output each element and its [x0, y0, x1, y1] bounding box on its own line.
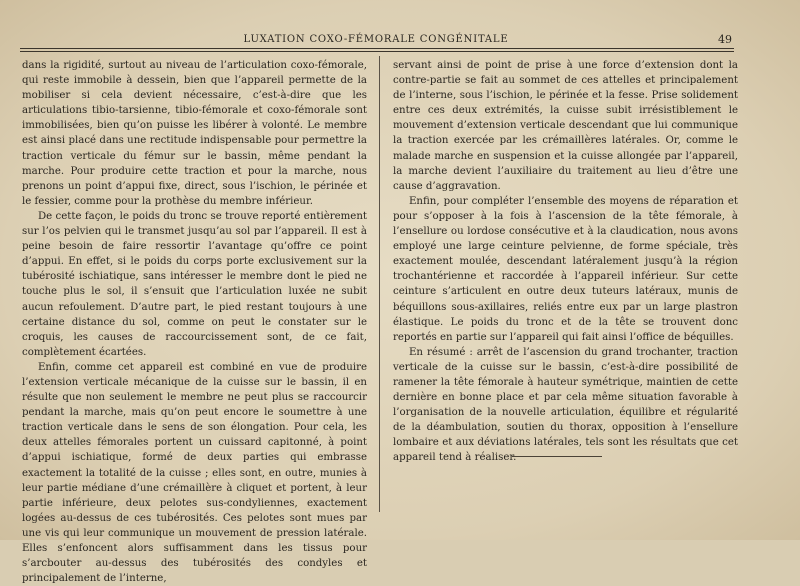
column-divider	[379, 56, 380, 512]
running-title: LUXATION COXO-FÉMORALE CONGÉNITALE	[243, 34, 509, 45]
paragraph: Enfin, pour compléter l’ensemble des moyens de réparation et pour s’opposer à la fois à l’ascension de la tête fémorale, à l’ensellure ou lordose consécutive et à la claudication, nous avons employé une large ceinture pelvienne, de forme spéciale, très exactement moulée, descendant latéralement jusqu’à la région trochantérienne et raccordée à l’appareil inférieur. Sur cette ceinture s’articulent en outre deux tuteurs latéraux, munis de béquillons sous-axillaires, reliés entre eux par un large plastron élastique. Le poids du tronc et de la tête se trouvent donc reportés en partie sur l’appareil qui fait ainsi l’office de béquilles.	[393, 195, 738, 343]
paragraph: Enfin, comme cet appareil est combiné en vue de produire l’extension verticale mécanique de la cuisse sur le bassin, il en résulte que non seulement le membre ne peut plus se raccourcir pendant la marche, mais qu’on peut encore le soumettre à une traction verticale dans le sens de son élongation. Pour cela, les deux attelles fémorales portent un cuissard capitonné, à point d’appui ischiatique, formé de deux parties qui embrasse exactement la totalité de la cuisse ; elles sont, en outre, munies à leur partie médiane d’une crémaillère à cliquet et portent, à leur partie inférieure, deux pelotes sus-condyliennes, exactement logées au-dessus de ces tubérosités. Ces pelotes sont mues par une vis qui leur communique un mouvement de pression latérale. Elles s’enfoncent alors suffisamment dans les tissus pour s’arcbouter au-dessus des tubérosités des condyles et principalement de l’interne,	[22, 361, 367, 585]
section-end-rule	[512, 456, 602, 457]
paragraph: En résumé : arrêt de l’ascension du grand trochanter, traction verticale de la cuisse sur le bassin, c’est-à-dire possibilité de ramener la tête fémorale à hauteur symétrique, maintien de cette dernière en bonne place et par cela même situation favorable à l’organisation de la nouvelle articulation, équilibre et régularité de la déambulation, soutien du thorax, opposition à l’ensellure lombaire et aux déviations latérales, tels sont les résultats que cet appareil tend à réaliser.	[393, 346, 738, 464]
paragraph: servant ainsi de point de prise à une force d’extension dont la contre-partie se fait au sommet de ces attelles et principalement de l’interne, sous l’ischion, le périnée et la fesse. Prise solidement entre ces deux extrémités, la cuisse subit irrésistiblement le mouvement d’extension verticale descendant que lui communique la traction exercée par les crémaillères latérales. Or, comme le malade marche en suspension et la cuisse allongée par l’appareil, la marche devient l’auxiliaire du traitement au lieu d’être une cause d’aggravation.	[393, 60, 738, 192]
right-column	[393, 58, 738, 466]
paragraph: dans la rigidité, surtout au niveau de l’articulation coxo-fémorale, qui reste immobile à dessein, bien que l’appareil permette de la mobiliser si cela devient nécessaire, c’est-à-dire que les articulations tibio-tarsienne, tibio-fémorale et coxo-fémorale sont immobilisées, bien qu’on puisse les libérer à volonté. Le membre est ainsi placé dans une rectitude indispensable pour permettre la traction verticale du fémur sur le bassin, même pendant la marche. Pour produire cette traction et pour la marche, nous prenons un point d’appui fixe, direct, sous l’ischion, le périnée et le fessier, comme pour la prothèse du membre inférieur.	[22, 60, 367, 207]
header-rule-top	[20, 48, 734, 49]
page-header	[20, 33, 732, 47]
left-column	[22, 58, 367, 586]
header-rule-bottom	[20, 51, 734, 52]
page-number: 49	[718, 33, 732, 46]
paragraph: De cette façon, le poids du tronc se trouve reporté entièrement sur l’os pelvien qui le transmet jusqu’au sol par l’appareil. Il est à peine besoin de faire ressortir l’avantage qu’offre ce point d’appui. En effet, si le poids du corps porte exclusivement sur la tubérosité ischiatique, sans intéresser le membre dont le pied ne touche plus le sol, il s’ensuit que l’articulation luxée ne subit aucun refoulement. D’autre part, le pied restant toujours à une certaine distance du sol, comme on peut le constater sur le croquis, les causes de raccourcissement sont, de ce fait, complètement écartées.	[22, 210, 367, 358]
